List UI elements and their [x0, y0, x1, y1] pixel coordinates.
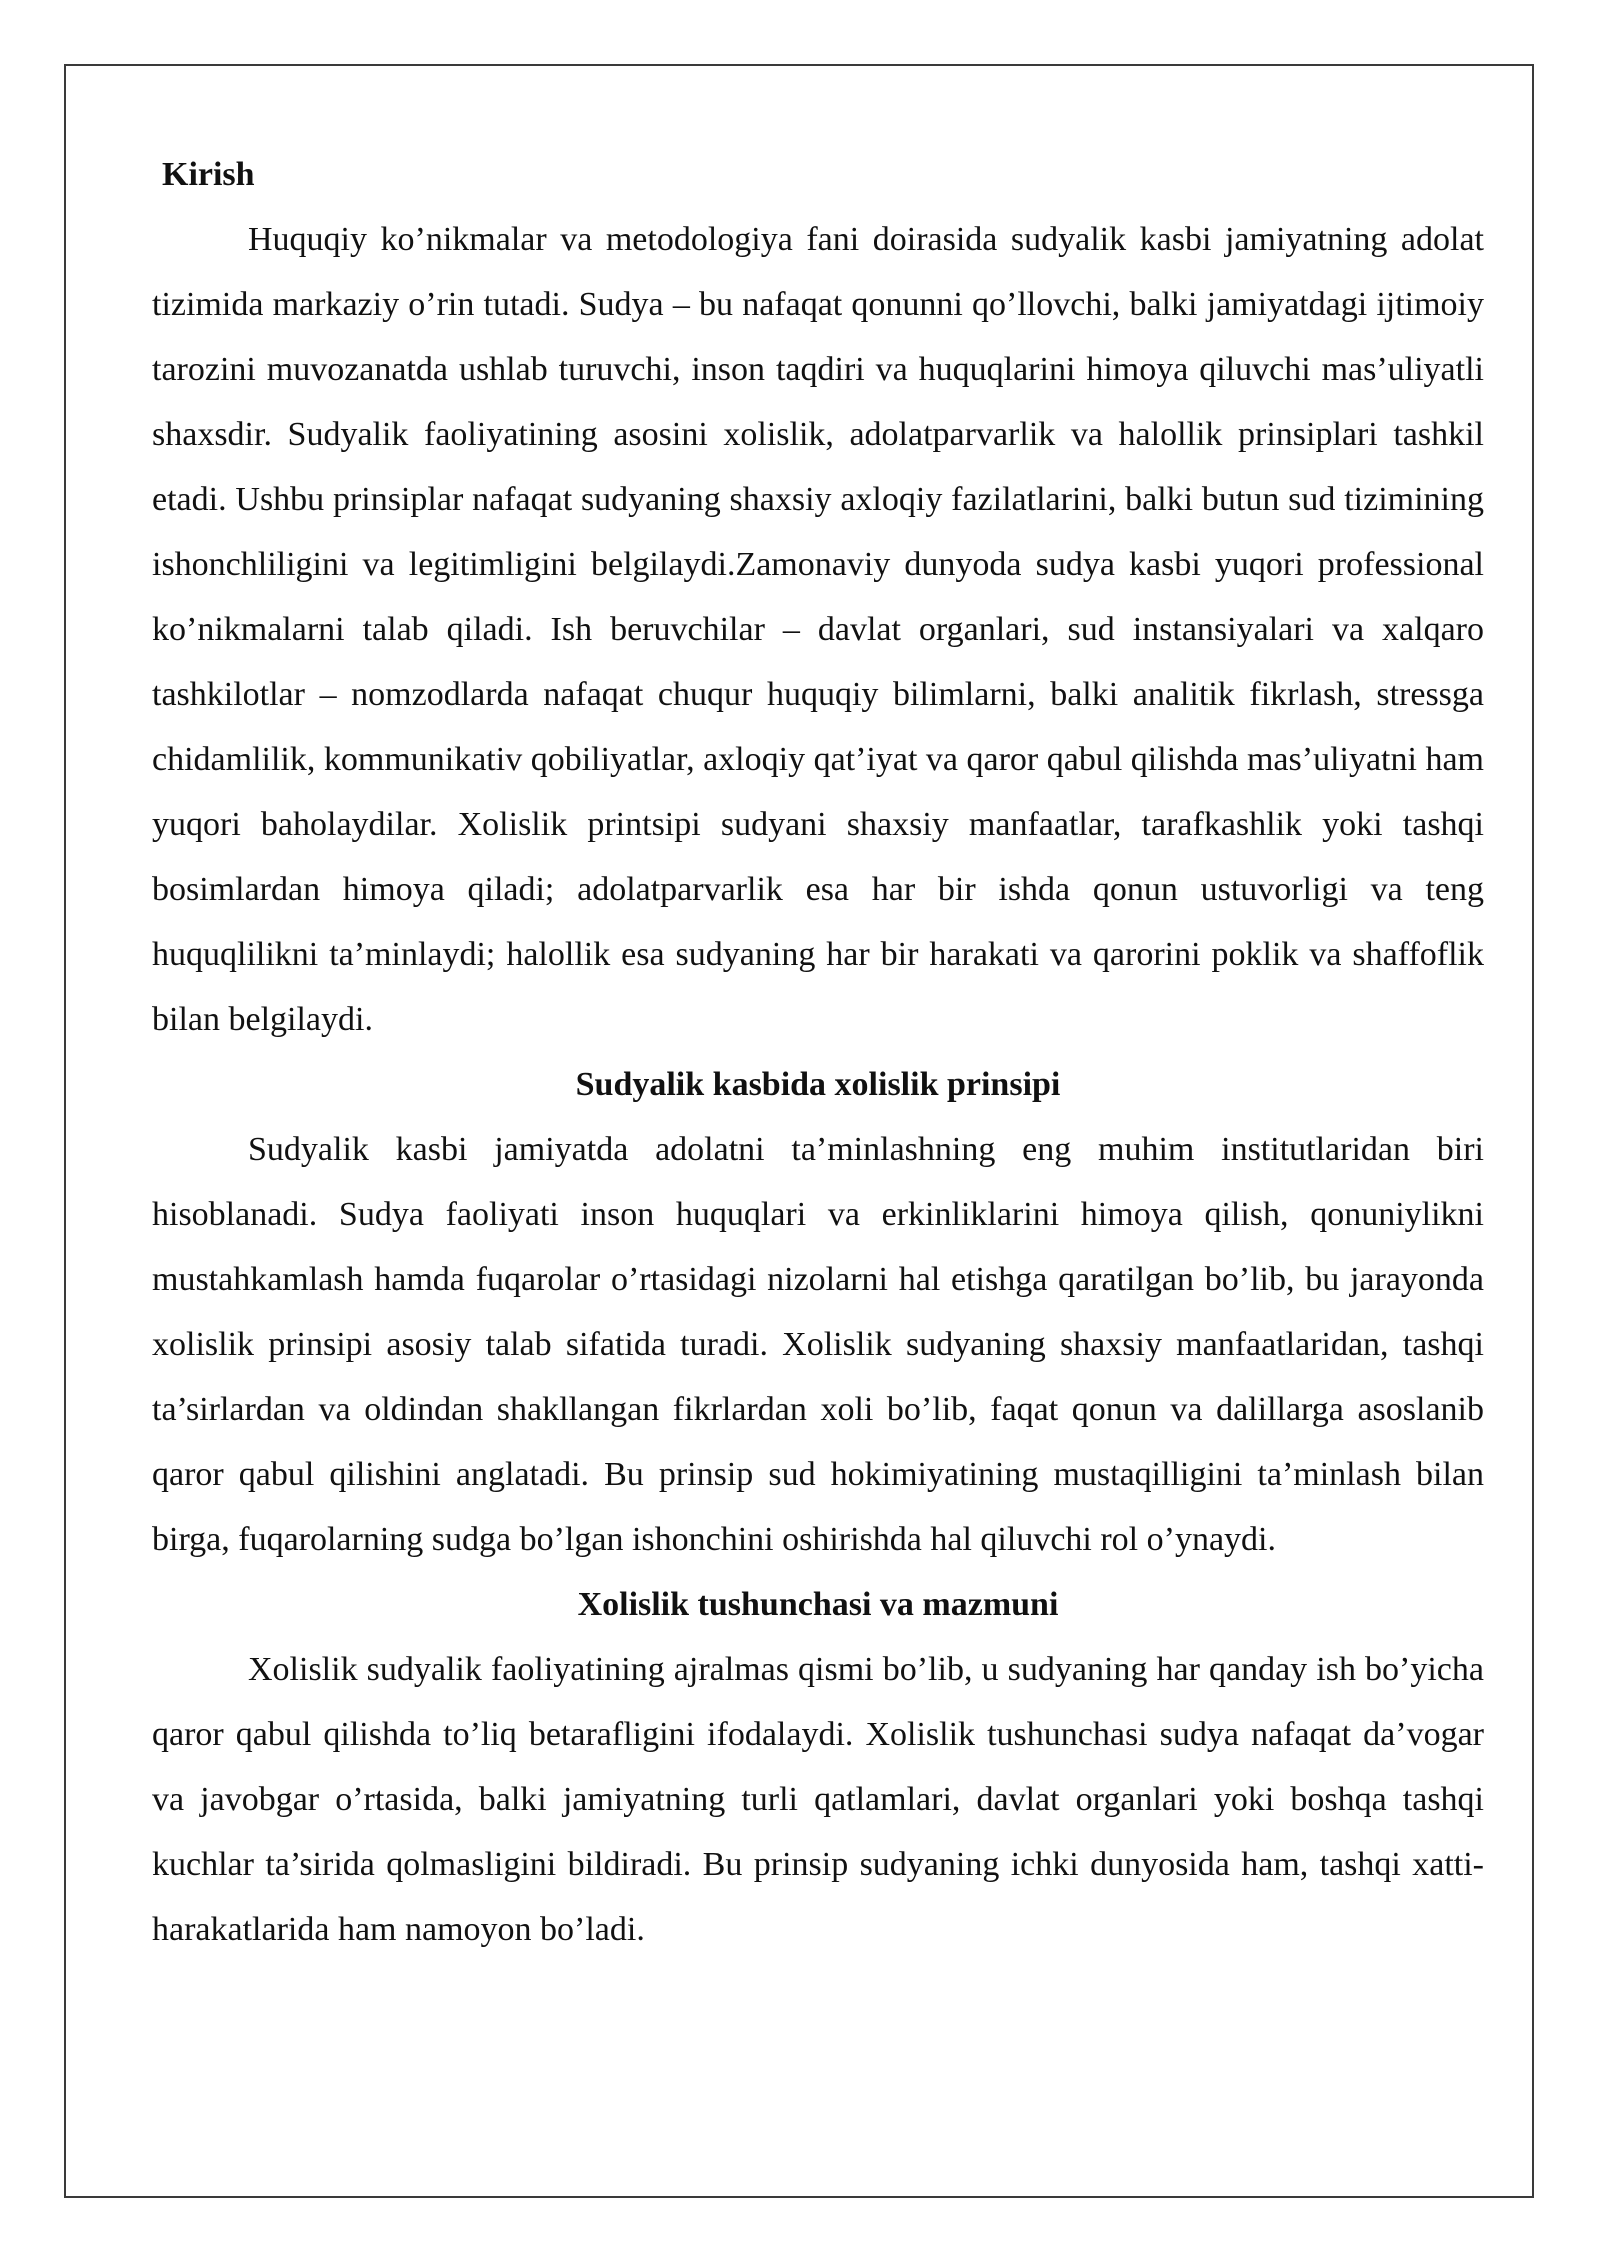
section-heading-impartiality-principle: Sudyalik kasbida xolislik prinsipi: [575, 1066, 1061, 1103]
section-paragraph-impartiality-concept: Xolislik sudyalik faoliyatining ajralmas qismi bo’lib, u sudyaning har qanday ish bo’yicha qaror qabul qilishda to’liq betarafligini ifodalaydi. Xolislik tushunchasi sudya nafaqat da’vogar va javobgar o’rtasida, balki jamiyatning turli qatlamlari, davlat organlari yoki boshqa tashqi kuchlar ta’sirida qolmasligini bildiradi. Bu prinsip sudyaning ichki dunyosida ham, tashqi xatti-harakatlarida ham namoyon bo’ladi.: [152, 1651, 1484, 1948]
document-body: [152, 142, 1484, 1962]
section-paragraph-impartiality-principle: Sudyalik kasbi jamiyatda adolatni ta’minlashning eng muhim institutlaridan biri hisoblanadi. Sudya faoliyati inson huquqlari va erkinliklarini himoya qilish, qonuniylikni mustahkamlash hamda fuqarolar o’rtasidagi nizolarni hal etishga qaratilgan bo’lib, bu jarayonda xolislik prinsipi asosiy talab sifatida turadi. Xolislik sudyaning shaxsiy manfaatlaridan, tashqi ta’sirlardan va oldindan shakllangan fikrlardan xoli bo’lib, faqat qonun va dalillarga asoslanib qaror qabul qilishini anglatadi. Bu prinsip sud hokimiyatining mustaqilligini ta’minlash bilan birga, fuqarolarning sudga bo’lgan ishonchini oshirishda hal qiluvchi rol o’ynaydi.: [152, 1131, 1484, 1558]
intro-heading: Kirish: [162, 156, 255, 193]
section-heading-impartiality-concept: Xolislik tushunchasi va mazmuni: [577, 1586, 1059, 1623]
intro-paragraph: Huquqiy ko’nikmalar va metodologiya fani doirasida sudyalik kasbi jamiyatning adolat tizimida markaziy o’rin tutadi. Sudya – bu nafaqat qonunni qo’llovchi, balki jamiyatdagi ijtimoiy tarozini muvozanatda ushlab turuvchi, inson taqdiri va huquqlarini himoya qiluvchi mas’uliyatli shaxsdir. Sudyalik faoliyatining asosini xolislik, adolatparvarlik va halollik prinsiplari tashkil etadi. Ushbu prinsiplar nafaqat sudyaning shaxsiy axloqiy fazilatlarini, balki butun sud tizimining ishonchliligini va legitimligini belgilaydi.Zamonaviy dunyoda sudya kasbi yuqori professional ko’nikmalarni talab qiladi. Ish beruvchilar – davlat organlari, sud instansiyalari va xalqaro tashkilotlar – nomzodlarda nafaqat chuqur huquqiy bilimlarni, balki analitik fikrlash, stressga chidamlilik, kommunikativ qobiliyatlar, axloqiy qat’iyat va qaror qabul qilishda mas’uliyatni ham yuqori baholaydilar. Xolislik printsipi sudyani shaxsiy manfaatlar, tarafkashlik yoki tashqi bosimlardan himoya qiladi; adolatparvarlik esa har bir ishda qonun ustuvorligi va teng huquqlilikni ta’minlaydi; halollik esa sudyaning har bir harakati va qarorini poklik va shaffoflik bilan belgilaydi.: [152, 221, 1484, 1038]
